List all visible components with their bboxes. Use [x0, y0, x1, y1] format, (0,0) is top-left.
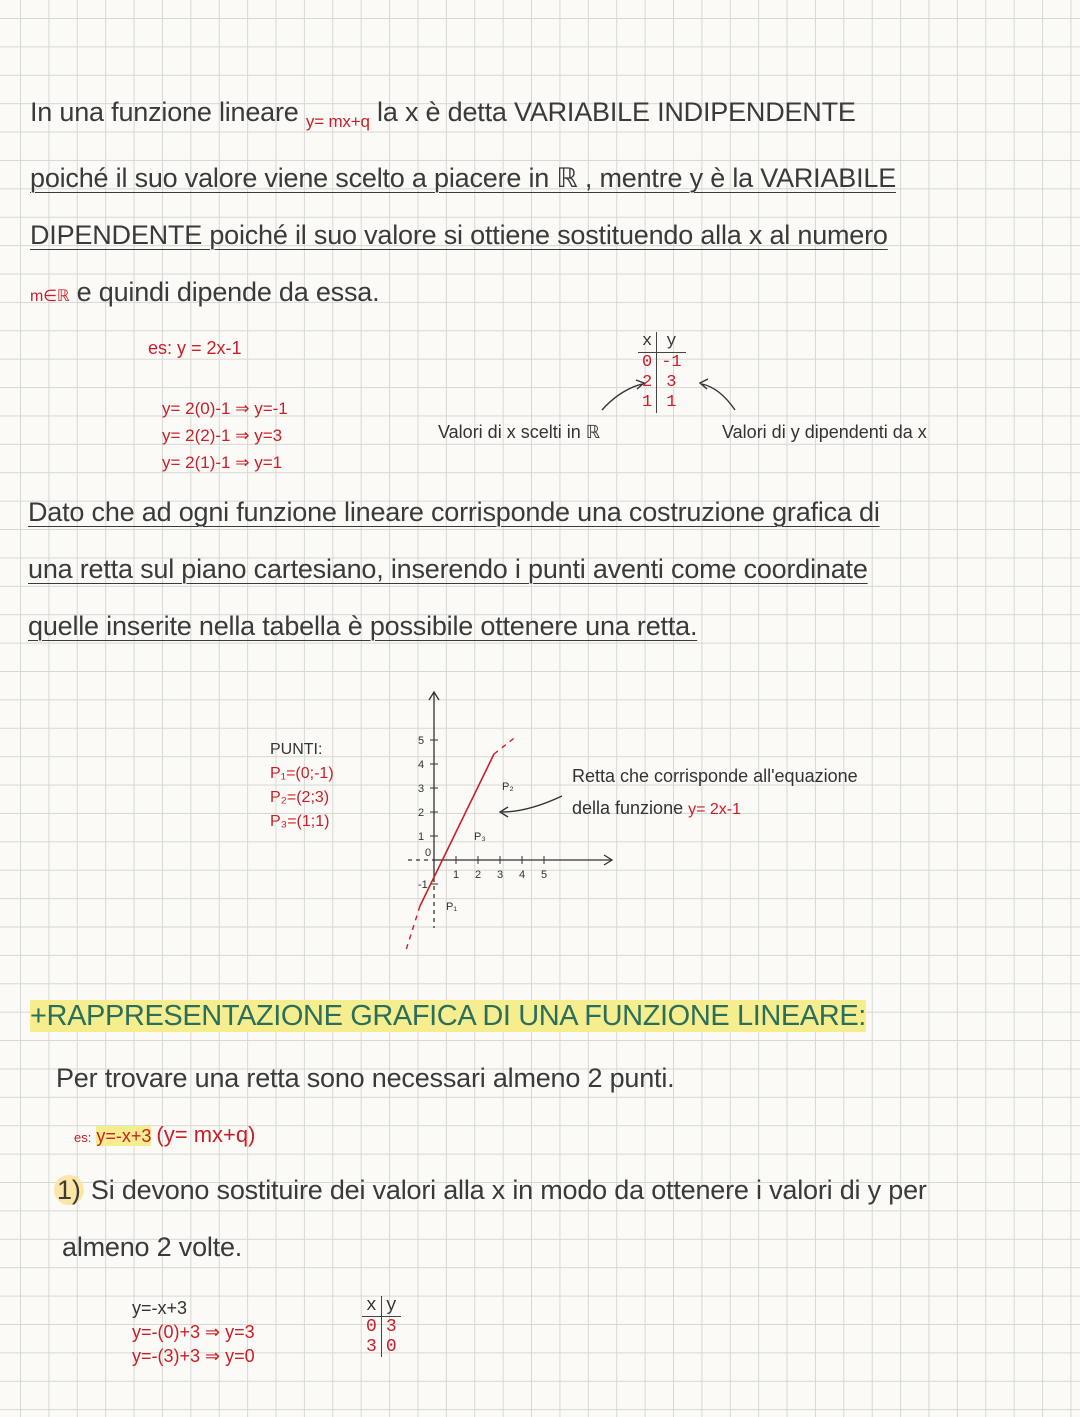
example2-label: es:	[74, 1130, 92, 1145]
example2-table	[362, 1296, 401, 1357]
intro-text-1: In una funzione lineare	[30, 97, 299, 127]
point-item: P₃=(1;1)	[270, 813, 330, 830]
cartesian-graph	[398, 688, 638, 978]
graph-line-3: quelle inserite nella tabella è possibile ottenere una retta.	[28, 611, 698, 641]
step1-text: Si devono sostituire dei valori alla x in modo da ottenere i valori di y per	[90, 1175, 927, 1205]
step1-cont: almeno 2 volte.	[62, 1232, 243, 1262]
table-cell: 1	[666, 393, 677, 412]
intro-formula: y= mx+q	[305, 112, 370, 131]
step1-line	[54, 1162, 1064, 1219]
table-cell: 3	[385, 1317, 397, 1337]
points-list	[270, 738, 334, 834]
note-x-values: Valori di x scelti in ℝ	[438, 422, 600, 442]
example1-step-1: y= 2(0)-1 ⇒ y=-1	[162, 399, 288, 418]
example1-step-3: y= 2(1)-1 ⇒ y=1	[162, 453, 283, 472]
section-line-1: Per trovare una retta sono necessari almeno 2 punti.	[56, 1063, 675, 1093]
annotation-equation: y= 2x-1	[688, 801, 742, 818]
y-tick-label: -1	[418, 879, 428, 891]
point-label-p2: P₂	[502, 781, 514, 793]
example2-step-1: y=-x+3	[132, 1298, 188, 1318]
table-header-y: y	[657, 332, 686, 353]
x-tick-label: 3	[497, 869, 504, 881]
table-cell: 0	[638, 353, 657, 374]
annotation-text: della funzione	[572, 798, 684, 818]
table-header-y: y	[381, 1296, 400, 1317]
table-row	[362, 1317, 401, 1338]
x-tick-label: 2	[475, 869, 482, 881]
table-cell: 3	[362, 1337, 381, 1357]
graph-annotation	[572, 760, 858, 826]
x-tick-label: 5	[541, 869, 548, 881]
intro-paragraph	[30, 84, 1060, 325]
function-line-ext-bottom	[406, 906, 420, 950]
y-tick-label: 5	[418, 735, 425, 747]
section-heading-text: +RAPPRESENTAZIONE GRAFICA DI UNA FUNZIONE LINEARE:	[30, 1000, 866, 1032]
points-title: PUNTI:	[270, 741, 323, 758]
table-cell: 3	[666, 373, 677, 392]
intro-line-1	[30, 84, 1060, 150]
function-line-ext-top	[492, 736, 520, 754]
graph-line-1: Dato che ad ogni funzione lineare corrisponde una costruzione grafica di	[28, 497, 880, 527]
intro-line-3: DIPENDENTE poiché il suo valore si ottiene sostituendo alla x al numero	[30, 220, 888, 250]
step1	[54, 1162, 1064, 1276]
table-header	[362, 1296, 401, 1317]
example1-label: es: y = 2x-1	[148, 338, 242, 358]
intro-text-4: e quindi dipende da essa.	[76, 277, 380, 307]
table-cell: -1	[661, 353, 682, 372]
example2-equation: y=-x+3	[96, 1126, 152, 1146]
function-line	[420, 754, 494, 906]
y-tick-label: 1	[418, 831, 425, 843]
step1-number: 1)	[54, 1175, 84, 1205]
point-label-p1: P₁	[446, 901, 458, 913]
annotation-line-1: Retta che corrisponde all'equazione	[572, 766, 858, 786]
example2-header	[74, 1122, 255, 1148]
point-label-p3: P₃	[474, 831, 486, 843]
point-item: P₂=(2;3)	[270, 789, 330, 806]
annotation-arrow	[502, 796, 562, 812]
point-item: P₁=(0;-1)	[270, 765, 334, 782]
example2-steps	[132, 1296, 255, 1368]
intro-small-m: m∈ℝ	[30, 288, 70, 305]
table-header-x: x	[638, 332, 657, 353]
x-tick-label: 1	[453, 869, 460, 881]
y-tick-label: 3	[418, 783, 425, 795]
graph-line-2: una retta sul piano cartesiano, inserendo i punti aventi come coordinate	[28, 554, 868, 584]
table-header	[638, 332, 686, 353]
note-y-values: Valori di y dipendenti da x	[722, 422, 927, 442]
y-tick-label: 2	[418, 807, 425, 819]
example2-general: (y= mx+q)	[156, 1122, 256, 1147]
intro-text-1b: la x è detta VARIABILE INDIPENDENTE	[377, 97, 856, 127]
example1-steps	[162, 395, 288, 476]
y-tick-label: 0	[425, 847, 432, 859]
intro-line-4	[30, 264, 1060, 325]
example2-step-2: y=-(0)+3 ⇒ y=3	[132, 1322, 255, 1342]
table-cell: 0	[362, 1317, 381, 1338]
table-cell: 2	[638, 373, 657, 393]
intro-line-2: poiché il suo valore viene scelto a piacere in ℝ , mentre y è la VARIABILE	[30, 163, 897, 193]
table-header-x: x	[362, 1296, 381, 1317]
y-tick-label: 4	[418, 759, 425, 771]
table-cell: 1	[638, 393, 657, 413]
section-heading	[30, 1000, 866, 1033]
table-row	[362, 1337, 401, 1357]
graph-paragraph	[28, 484, 1068, 655]
annotation-line-2	[572, 792, 858, 826]
example1-step-2: y= 2(2)-1 ⇒ y=3	[162, 426, 283, 445]
example2-step-3: y=-(3)+3 ⇒ y=0	[132, 1346, 255, 1366]
table-arrows	[590, 370, 790, 430]
x-tick-label: 4	[519, 869, 526, 881]
table-cell: 0	[385, 1337, 397, 1357]
